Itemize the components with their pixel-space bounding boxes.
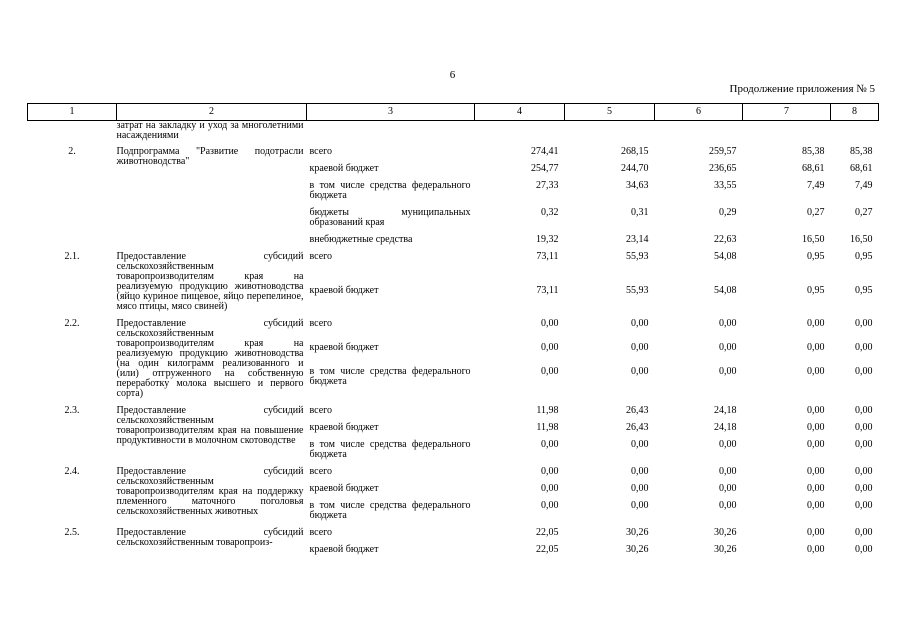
value-col-8: 85,38	[850, 146, 873, 157]
value-col-8: 7,49	[855, 180, 873, 191]
measure-name: Предоставление субсидий сельскохозяйственным товаропроизводителям края на реализуемую продукцию животноводства (яйцо куриное пищевое, яйцо перепелиное, мясо птицы, мясо свиней)	[116, 251, 304, 312]
value-col-4: 11,98	[536, 422, 559, 433]
value-col-6: 236,65	[709, 163, 737, 174]
funding-source: всего	[309, 405, 333, 416]
value-col-4: 73,11	[536, 284, 559, 296]
funding-source: в том числе средства федерального бюджета	[309, 180, 471, 201]
value-col-7: 0,00	[807, 405, 825, 416]
value-col-5: 0,00	[631, 439, 649, 450]
value-col-5: 244,70	[621, 163, 649, 174]
value-col-8: 0,00	[855, 483, 873, 494]
header-col-5: 5	[565, 104, 655, 121]
value-col-5: 0,00	[631, 366, 649, 378]
value-col-6: 0,00	[719, 342, 737, 354]
measure-name: Предоставление субсидий сельскохозяйственным товаропроизводителям края на реализуемую продукцию животноводства (на один килограмм реализованного и (или) отгруженного на собственную переработку молока высшего и первого сорта)	[116, 318, 304, 399]
header-col-3: 3	[307, 104, 475, 121]
value-col-7: 0,00	[807, 318, 825, 329]
value-col-4: 0,00	[541, 500, 559, 511]
value-col-7: 0,00	[807, 527, 825, 538]
value-col-4: 0,32	[541, 207, 559, 218]
funding-source: всего	[309, 146, 333, 157]
funding-source: всего	[309, 318, 333, 329]
value-col-4: 27,33	[536, 180, 559, 191]
value-col-4: 274,41	[531, 146, 559, 157]
funding-source: краевой бюджет	[309, 163, 379, 174]
value-col-6: 33,55	[714, 180, 737, 191]
funding-source: всего	[309, 466, 333, 477]
value-col-7: 0,00	[807, 500, 825, 511]
value-col-5: 55,93	[626, 251, 649, 262]
value-col-5: 30,26	[626, 544, 649, 555]
value-col-5: 0,00	[631, 500, 649, 511]
row-number: 2.2.	[64, 318, 80, 329]
table-row	[28, 406, 879, 423]
table-row	[28, 319, 879, 343]
value-col-8: 0,00	[855, 366, 873, 378]
value-col-6: 22,63	[714, 234, 737, 245]
value-col-6: 0,00	[719, 439, 737, 450]
value-col-8: 0,95	[855, 284, 873, 296]
carry-row	[28, 121, 879, 148]
header-row	[28, 104, 879, 121]
header-col-8: 8	[831, 104, 879, 121]
funding-source: в том числе средства федерального бюджета	[309, 366, 471, 388]
value-col-4: 19,32	[536, 234, 559, 245]
value-col-5: 0,00	[631, 483, 649, 494]
value-col-4: 0,00	[541, 366, 559, 378]
carry-text: затрат на закладку и уход за многолетними насаждениями	[116, 120, 304, 141]
funding-source: краевой бюджет	[309, 342, 379, 354]
funding-source: краевой бюджет	[309, 422, 379, 433]
header-col-7: 7	[743, 104, 831, 121]
value-col-7: 0,00	[807, 422, 825, 433]
value-col-4: 22,05	[536, 544, 559, 555]
value-col-7: 0,95	[807, 284, 825, 296]
measure-name: Предоставление субсидий сельскохозяйственным товаропроизводителям края на повышение продуктивности в молочном скотоводстве	[116, 405, 304, 446]
value-col-8: 0,00	[855, 527, 873, 538]
value-col-6: 54,08	[714, 251, 737, 262]
value-col-5: 26,43	[626, 422, 649, 433]
value-col-6: 30,26	[714, 544, 737, 555]
funding-source: краевой бюджет	[309, 544, 379, 555]
value-col-7: 0,27	[807, 207, 825, 218]
row-number: 2.5.	[64, 527, 80, 538]
value-col-8: 0,00	[855, 422, 873, 433]
value-col-4: 73,11	[536, 251, 559, 262]
value-col-7: 68,61	[802, 163, 825, 174]
value-col-4: 254,77	[531, 163, 559, 174]
value-col-5: 23,14	[626, 234, 649, 245]
value-col-8: 0,00	[855, 342, 873, 354]
table-row	[28, 528, 879, 545]
value-col-4: 11,98	[536, 405, 559, 416]
value-col-7: 0,00	[807, 439, 825, 450]
funding-source: краевой бюджет	[309, 284, 379, 296]
funding-source: внебюджетные средства	[309, 234, 413, 245]
value-col-4: 0,00	[541, 466, 559, 477]
value-col-8: 16,50	[850, 234, 873, 245]
header-col-1: 1	[28, 104, 117, 121]
value-col-6: 0,00	[719, 466, 737, 477]
table-row	[28, 147, 879, 164]
value-col-8: 0,27	[855, 207, 873, 218]
value-col-8: 0,95	[855, 251, 873, 262]
value-col-6: 24,18	[714, 405, 737, 416]
value-col-8: 0,00	[855, 439, 873, 450]
funding-source: всего	[309, 527, 333, 538]
row-number: 2.4.	[64, 466, 80, 477]
measure-name: Предоставление субсидий сельскохозяйственным товаропроиз-	[116, 527, 304, 548]
value-col-6: 54,08	[714, 284, 737, 296]
value-col-8: 68,61	[850, 163, 873, 174]
value-col-5: 26,43	[626, 405, 649, 416]
funding-source: бюджеты муниципальных образований края	[309, 207, 471, 228]
value-col-4: 0,00	[541, 342, 559, 354]
value-col-4: 0,00	[541, 483, 559, 494]
continuation-note: Продолжение приложения № 5	[729, 83, 875, 95]
value-col-7: 16,50	[802, 234, 825, 245]
value-col-4: 22,05	[536, 527, 559, 538]
header-col-2: 2	[117, 104, 307, 121]
value-col-7: 0,00	[807, 466, 825, 477]
value-col-7: 0,00	[807, 544, 825, 555]
table-body	[28, 121, 879, 563]
value-col-7: 85,38	[802, 146, 825, 157]
value-col-7: 0,00	[807, 483, 825, 494]
value-col-6: 0,29	[719, 207, 737, 218]
page-number: 6	[449, 69, 456, 81]
funding-source: в том числе средства федерального бюджета	[309, 500, 471, 521]
value-col-6: 0,00	[719, 483, 737, 494]
value-col-8: 0,00	[855, 405, 873, 416]
value-col-5: 55,93	[626, 284, 649, 296]
value-col-6: 259,57	[709, 146, 737, 157]
budget-table	[27, 103, 879, 562]
funding-source: в том числе средства федерального бюджета	[309, 439, 471, 460]
row-number: 2.3.	[64, 405, 80, 416]
value-col-6: 0,00	[719, 500, 737, 511]
value-col-8: 0,00	[855, 500, 873, 511]
value-col-5: 0,00	[631, 318, 649, 329]
value-col-5: 0,31	[631, 207, 649, 218]
funding-source: краевой бюджет	[309, 483, 379, 494]
measure-name: Предоставление субсидий сельскохозяйственным товаропроизводителям края на поддержку племенного маточного поголовья сельскохозяйственных животных	[116, 466, 304, 517]
value-col-6: 24,18	[714, 422, 737, 433]
value-col-7: 0,00	[807, 342, 825, 354]
table-row	[28, 467, 879, 484]
value-col-8: 0,00	[855, 318, 873, 329]
value-col-6: 30,26	[714, 527, 737, 538]
value-col-4: 0,00	[541, 439, 559, 450]
value-col-7: 0,00	[807, 366, 825, 378]
value-col-8: 0,00	[855, 466, 873, 477]
row-number: 2.	[68, 146, 76, 157]
value-col-5: 268,15	[621, 146, 649, 157]
header-col-4: 4	[475, 104, 565, 121]
row-number: 2.1.	[64, 251, 80, 262]
value-col-7: 0,95	[807, 251, 825, 262]
header-col-6: 6	[655, 104, 743, 121]
value-col-5: 0,00	[631, 342, 649, 354]
value-col-5: 0,00	[631, 466, 649, 477]
value-col-5: 34,63	[626, 180, 649, 191]
value-col-4: 0,00	[541, 318, 559, 329]
table-row	[28, 252, 879, 286]
value-col-5: 30,26	[626, 527, 649, 538]
value-col-6: 0,00	[719, 318, 737, 329]
value-col-7: 7,49	[807, 180, 825, 191]
funding-source: всего	[309, 251, 333, 262]
value-col-8: 0,00	[855, 544, 873, 555]
measure-name: Подпрограмма "Развитие подотрасли животноводства"	[116, 146, 304, 167]
value-col-6: 0,00	[719, 366, 737, 378]
